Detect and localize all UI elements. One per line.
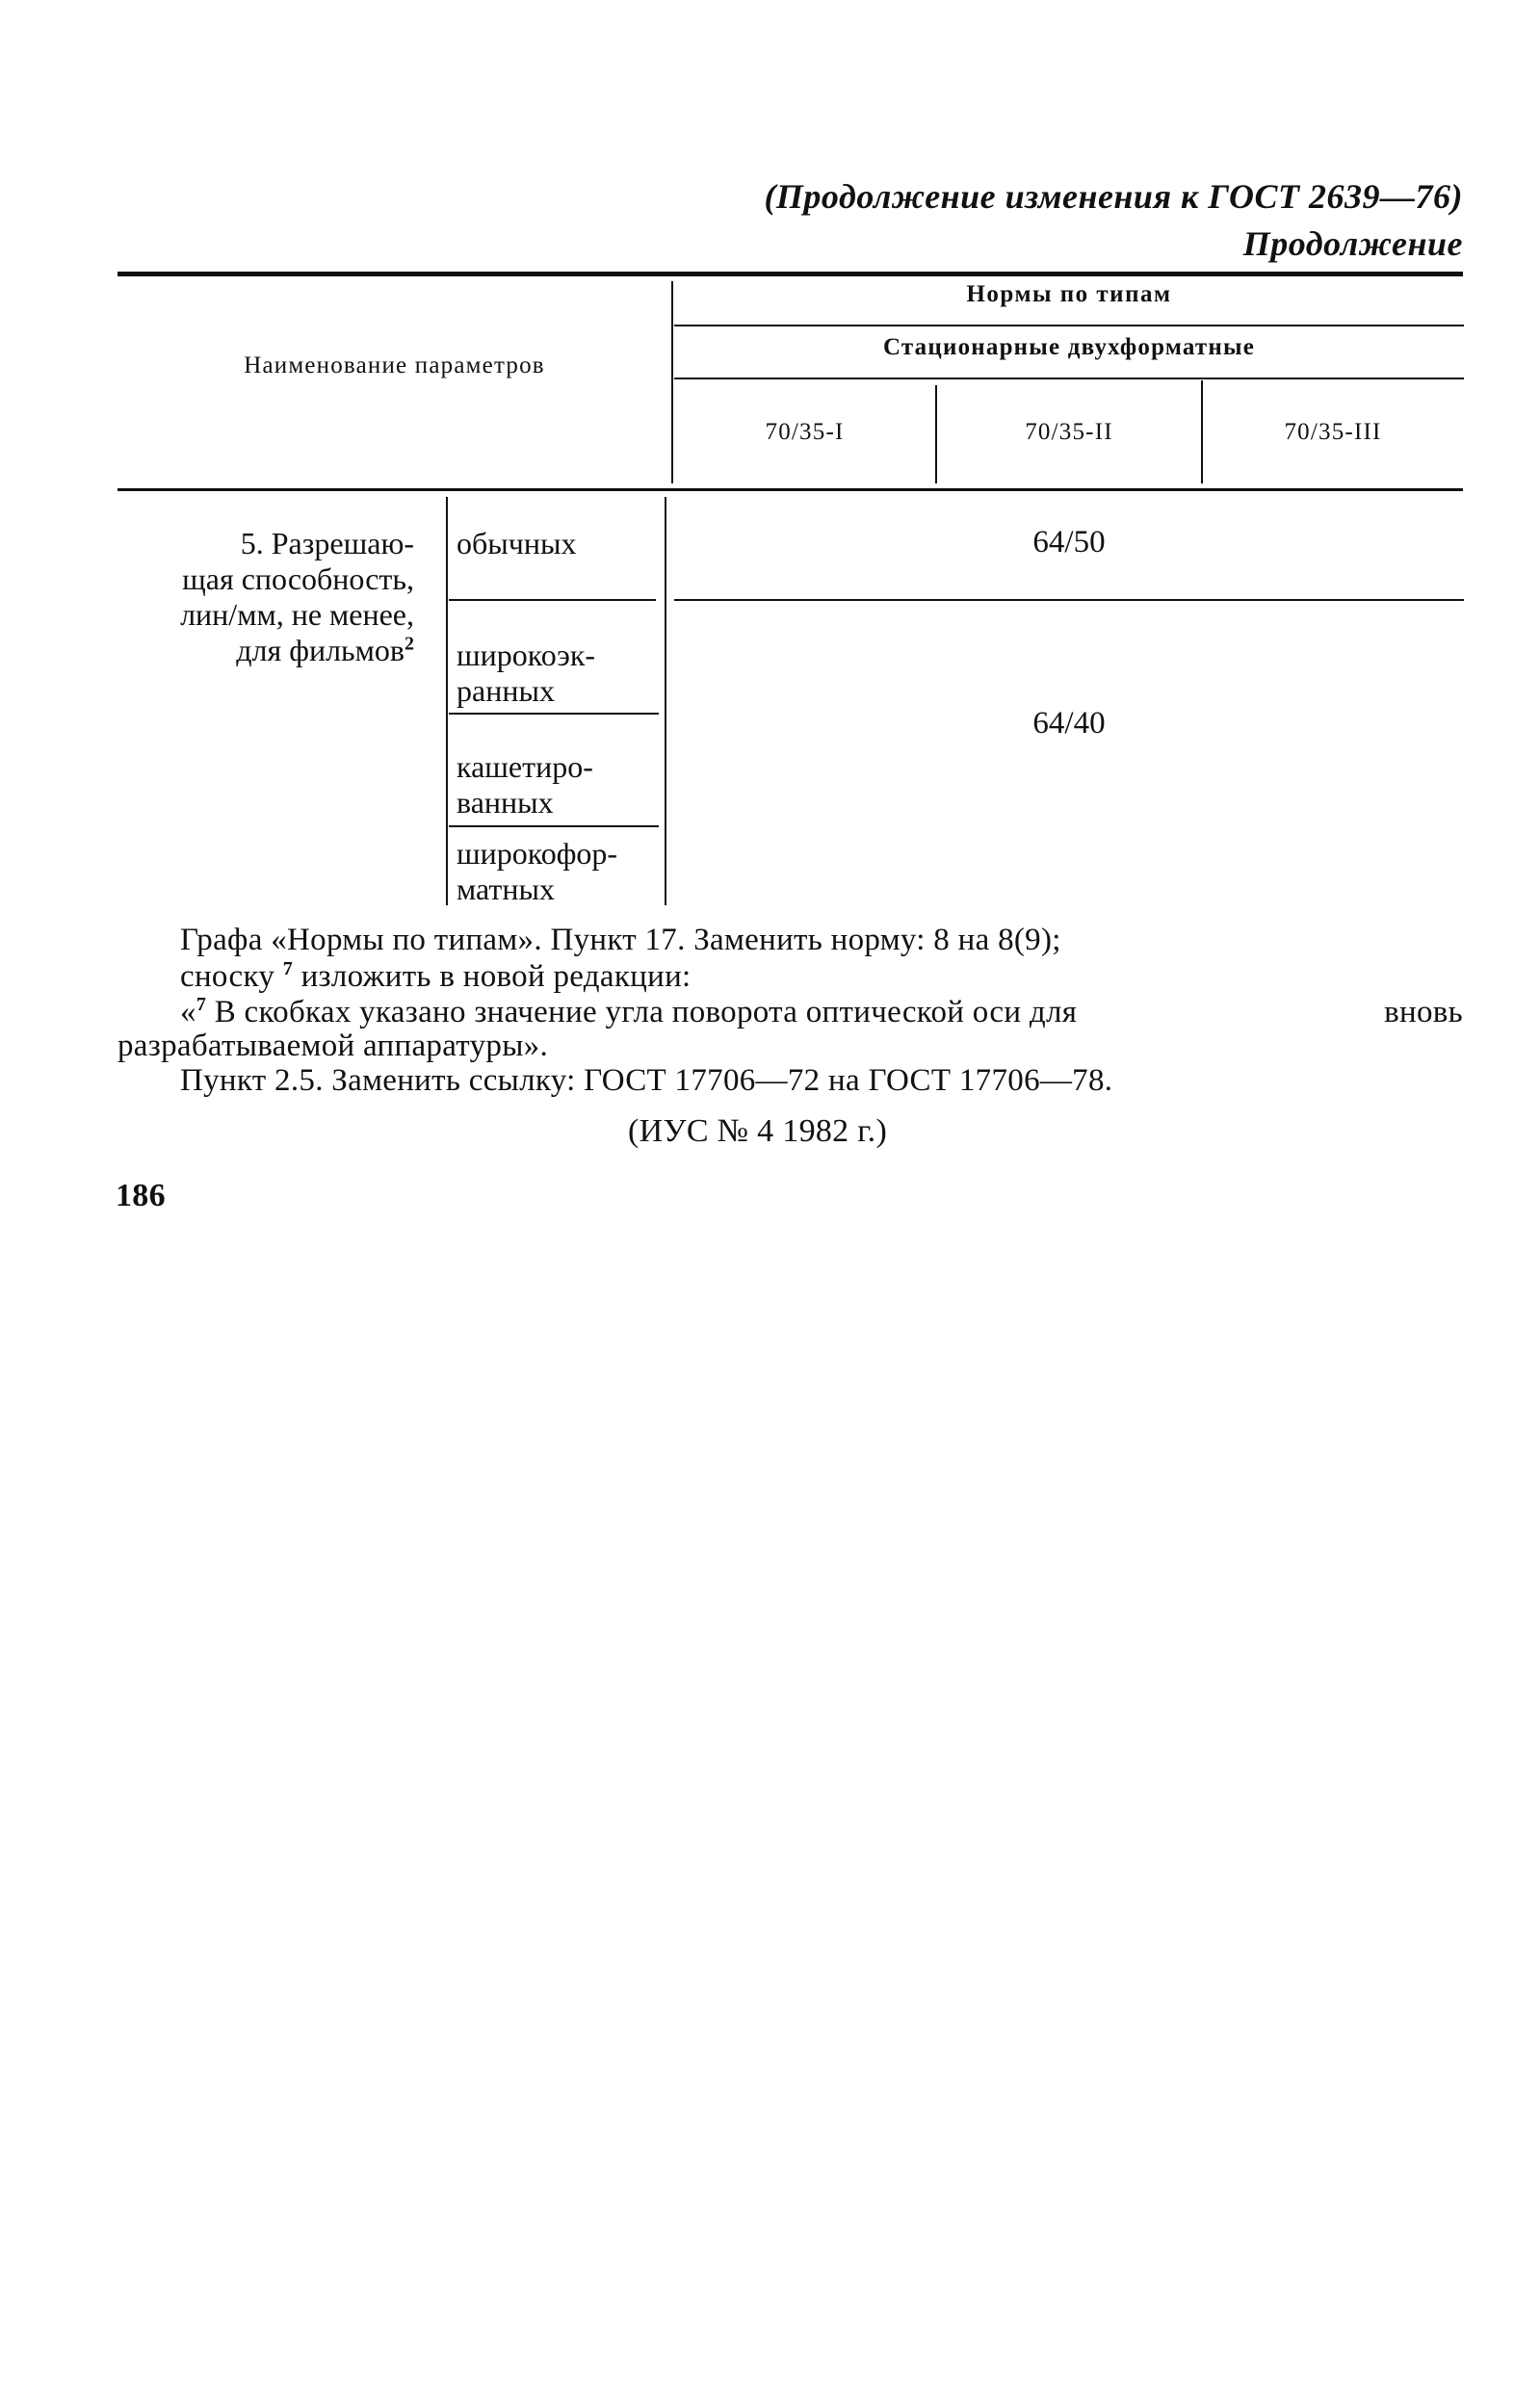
header-divider-vertical: [671, 281, 673, 483]
paragraph-4: разрабатываемой аппаратуры».: [117, 1029, 549, 1063]
column-header-2: 70/35-II: [1025, 419, 1113, 445]
paragraph-3: «$^7$ В скобках указано значение угла поворота оптической оси для вновь: [180, 994, 1463, 1029]
subrow-divider-left: [446, 497, 448, 905]
group-header: Стационарные двухформатные: [882, 334, 1256, 360]
footnote-mark: 2: [405, 633, 414, 655]
paragraph-2: сноску $^7$ изложить в новой редакции:: [180, 958, 692, 994]
subrow-label-cached: кашетиро- ванных: [457, 749, 593, 820]
param-header: Наименование параметров: [244, 352, 545, 378]
continuation-title: (Продолжение изменения к ГОСТ 2639—76): [764, 177, 1463, 216]
param-line: для фильмов$^2$: [236, 633, 414, 667]
subrow-rule-1: [449, 599, 656, 601]
continuation-label: Продолжение: [1242, 224, 1463, 263]
group-underline: [674, 378, 1464, 379]
norms-header: Нормы по типам: [966, 281, 1172, 307]
column-header-3: 70/35-III: [1284, 419, 1382, 445]
value-merged: 64/40: [1032, 706, 1106, 741]
norms-underline: [674, 325, 1464, 326]
source-note: (ИУС № 4 1982 г.): [628, 1113, 888, 1149]
table-top-rule: [117, 272, 1463, 276]
param-name: [144, 526, 414, 668]
paragraph-5: Пункт 2.5. Заменить ссылку: ГОСТ 17706—72 на ГОСТ 17706—78.: [180, 1063, 1113, 1098]
param-line: 5. Разрешаю-: [240, 526, 414, 560]
param-line: щая способность,: [182, 561, 414, 596]
subrow-label-widescreen: широкоэк- ранных: [457, 638, 596, 708]
paragraph-1: Графа «Нормы по типам». Пункт 17. Заменить норму: 8 на 8(9);: [180, 923, 1061, 957]
value-rule: [674, 599, 1464, 601]
subrow-divider-right: [665, 497, 666, 905]
subrow-rule-3: [449, 825, 659, 827]
subrow-label-wideformat: широкофор- матных: [457, 836, 618, 906]
column-header-1: 70/35-I: [765, 419, 845, 445]
param-line: лин/мм, не менее,: [180, 597, 414, 632]
value-ordinary: 64/50: [1032, 525, 1106, 560]
subrow-label-ordinary: обычных: [457, 526, 577, 560]
header-bottom-rule: [117, 488, 1463, 491]
subrow-rule-2: [449, 713, 659, 715]
page-number: 186: [116, 1178, 166, 1213]
